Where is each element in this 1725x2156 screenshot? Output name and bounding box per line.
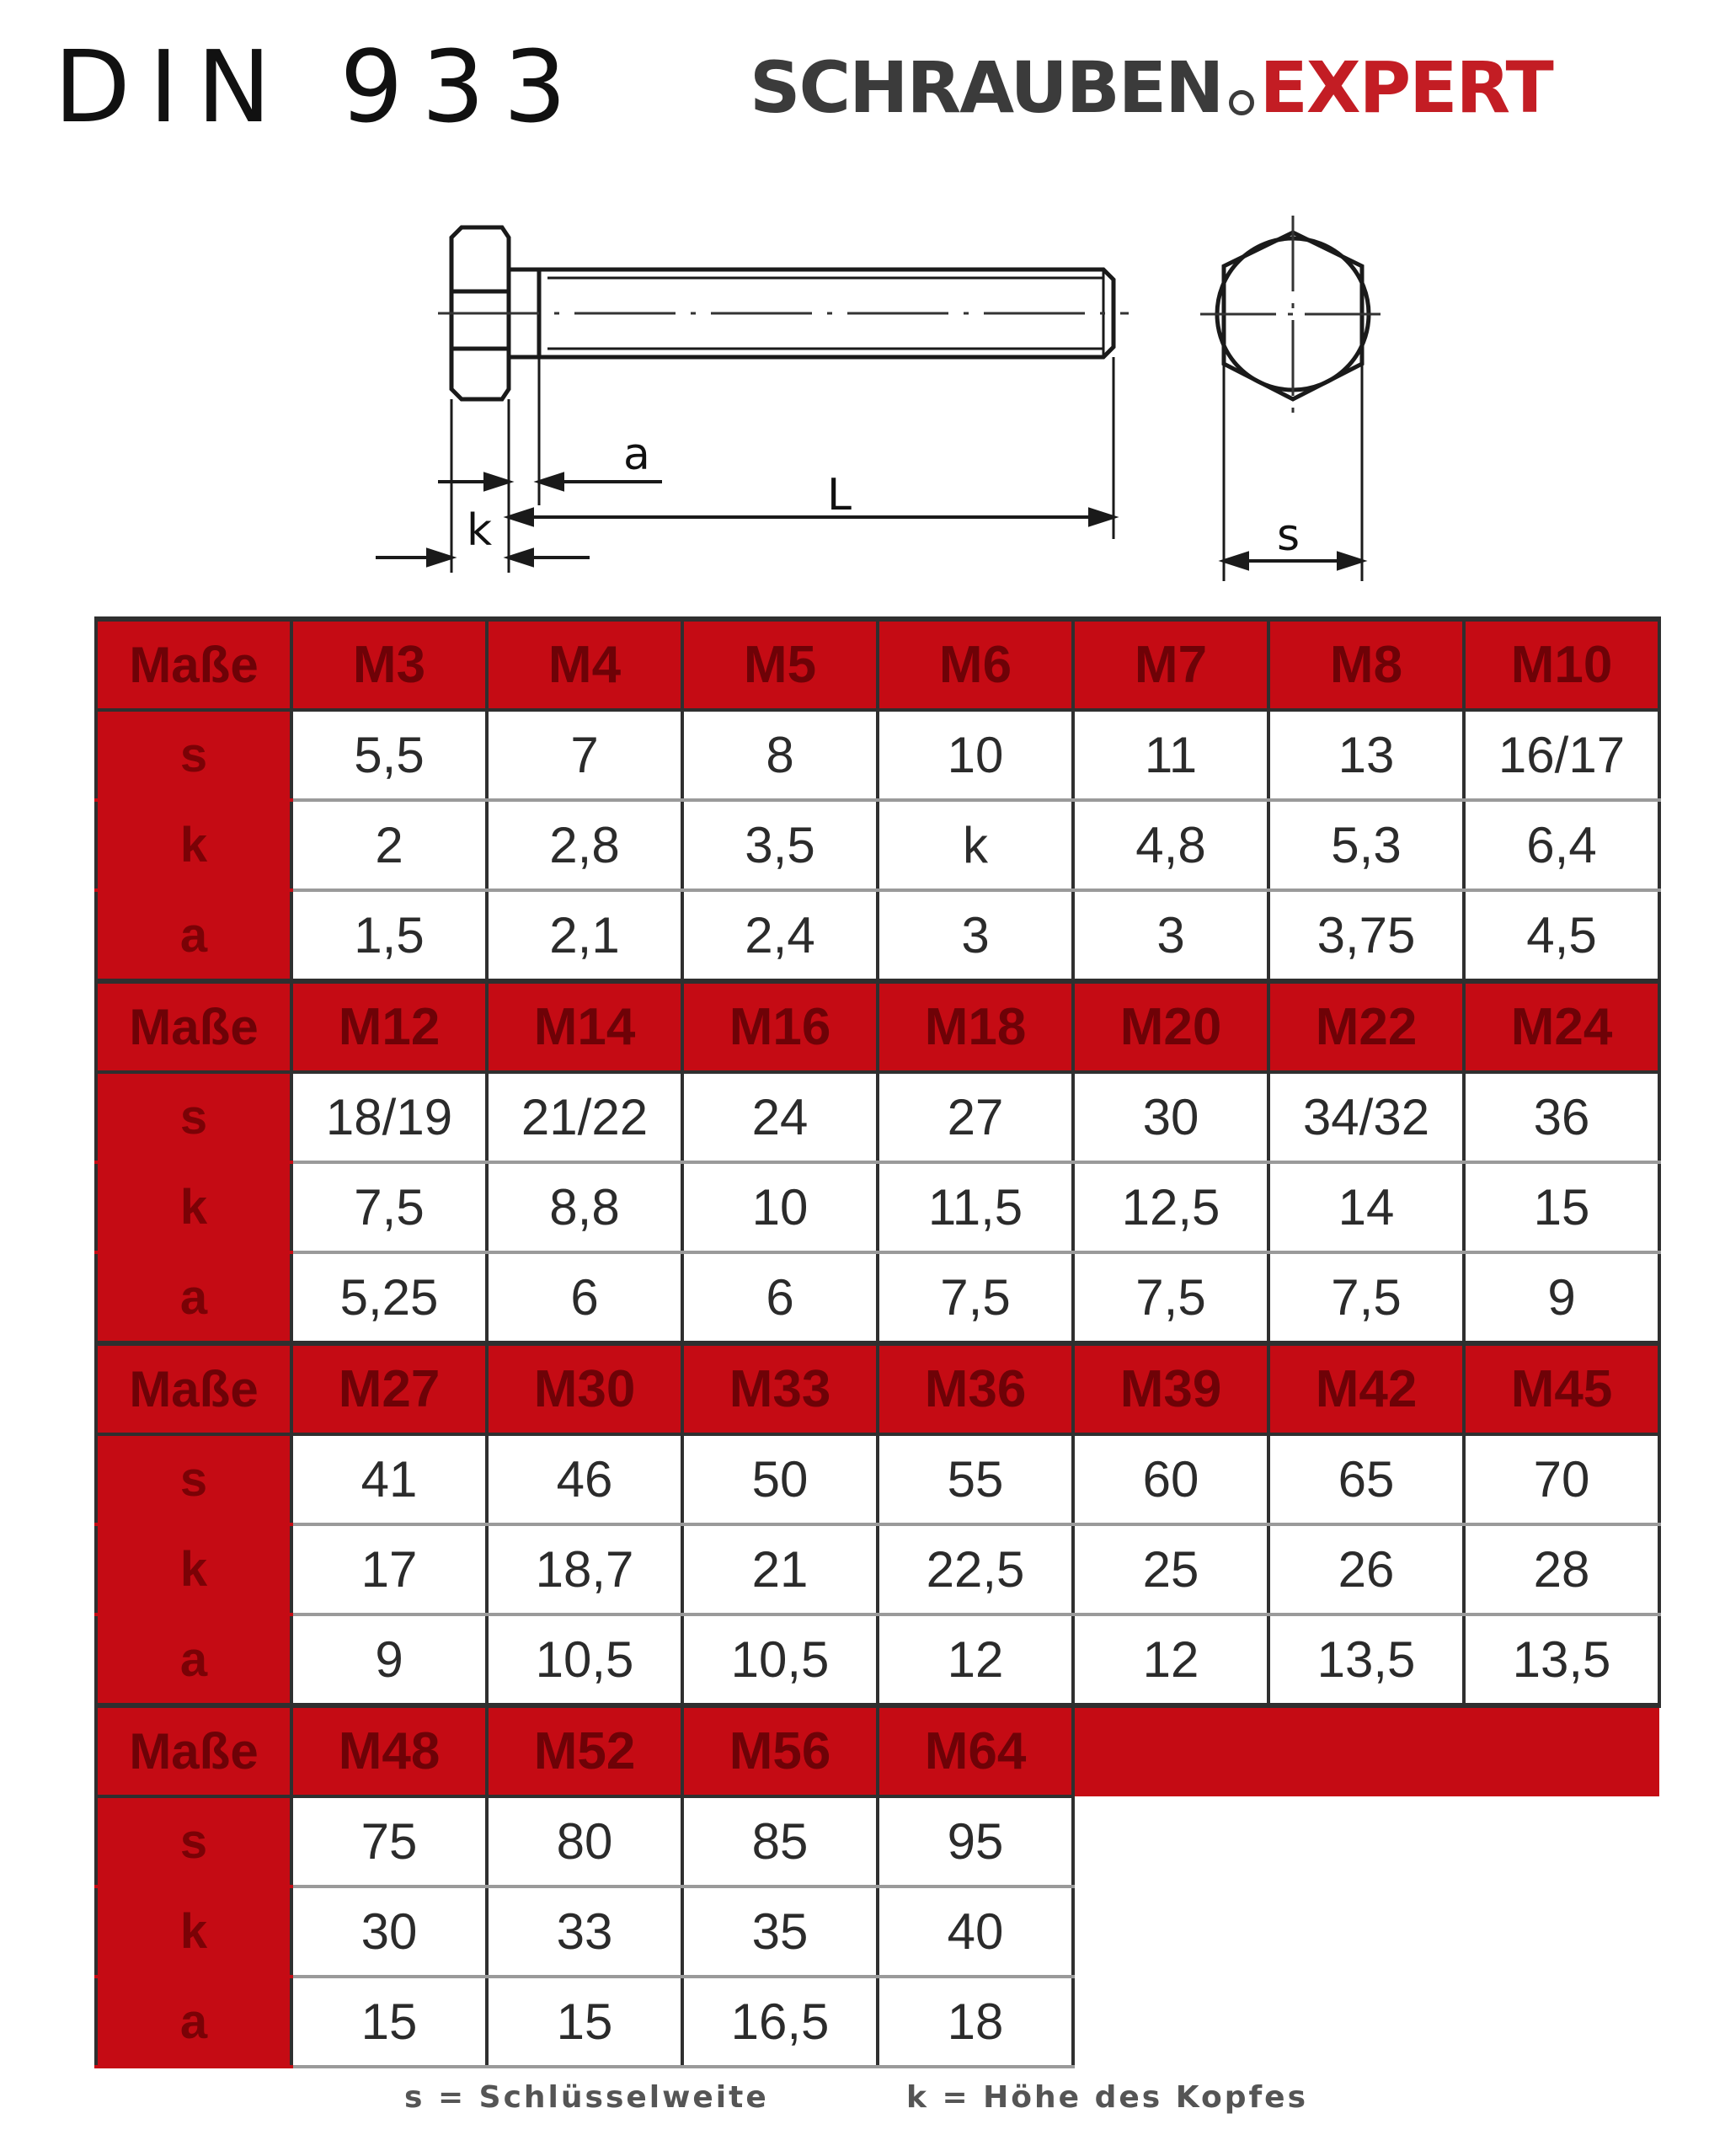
row-label-k: k <box>96 800 291 890</box>
value-cell: 15 <box>487 1977 682 2067</box>
size-cell: M10 <box>1464 619 1659 710</box>
value-cell: 50 <box>682 1434 878 1524</box>
value-cell: 2 <box>291 800 487 890</box>
value-cell: 30 <box>1073 1072 1268 1162</box>
dimension-label-k: k <box>467 505 493 556</box>
table-row <box>96 1162 1659 1252</box>
table-row <box>96 1072 1659 1162</box>
value-cell: 6,4 <box>1464 800 1659 890</box>
header-cell-masse: Maße <box>96 619 291 710</box>
value-cell: 11 <box>1073 710 1268 800</box>
size-cell: M52 <box>487 1705 682 1796</box>
value-cell: 11,5 <box>878 1162 1073 1252</box>
header-cell-masse: Maße <box>96 1705 291 1796</box>
value-cell: 40 <box>878 1886 1073 1977</box>
table-row <box>96 1434 1659 1524</box>
empty-cell <box>1268 1796 1464 1886</box>
header-cell-masse: Maße <box>96 1343 291 1434</box>
empty-cell <box>1464 1886 1659 1977</box>
size-cell: M16 <box>682 981 878 1072</box>
value-cell: 3,75 <box>1268 890 1464 981</box>
value-cell: 4,8 <box>1073 800 1268 890</box>
table-row <box>96 890 1659 981</box>
page-title: DIN 933 <box>54 29 585 145</box>
row-label-s: s <box>96 1796 291 1886</box>
value-cell: 35 <box>682 1886 878 1977</box>
empty-cell <box>1268 1886 1464 1977</box>
table-row <box>96 1977 1659 2067</box>
table-row <box>96 1886 1659 1977</box>
dimension-label-a: a <box>623 430 650 480</box>
value-cell: 17 <box>291 1524 487 1614</box>
size-cell: M12 <box>291 981 487 1072</box>
empty-cell <box>1268 1705 1464 1796</box>
value-cell: 60 <box>1073 1434 1268 1524</box>
value-cell: 10 <box>682 1162 878 1252</box>
value-cell: 2,8 <box>487 800 682 890</box>
value-cell: 36 <box>1464 1072 1659 1162</box>
size-cell: M14 <box>487 981 682 1072</box>
size-cell: M56 <box>682 1705 878 1796</box>
value-cell: 12 <box>878 1614 1073 1705</box>
size-cell: M36 <box>878 1343 1073 1434</box>
row-label-a: a <box>96 890 291 981</box>
value-cell: 15 <box>291 1977 487 2067</box>
size-cell: M8 <box>1268 619 1464 710</box>
table-header-row <box>96 981 1659 1072</box>
value-cell: 13,5 <box>1268 1614 1464 1705</box>
logo-text-schrauben: SCHRAUBEN <box>750 46 1223 129</box>
row-label-a: a <box>96 1614 291 1705</box>
size-cell: M30 <box>487 1343 682 1434</box>
size-cell: M64 <box>878 1705 1073 1796</box>
size-cell: M3 <box>291 619 487 710</box>
bolt-technical-drawing <box>0 0 1725 606</box>
value-cell: 10 <box>878 710 1073 800</box>
empty-cell <box>1268 1977 1464 2067</box>
row-label-s: s <box>96 710 291 800</box>
logo-text-expert: EXPERT <box>1259 46 1552 129</box>
value-cell: 4,5 <box>1464 890 1659 981</box>
empty-cell <box>1464 1705 1659 1796</box>
value-cell: 9 <box>1464 1252 1659 1343</box>
value-cell: 21/22 <box>487 1072 682 1162</box>
size-cell: M6 <box>878 619 1073 710</box>
value-cell: 7 <box>487 710 682 800</box>
empty-cell <box>1073 1796 1268 1886</box>
table-row <box>96 1252 1659 1343</box>
table-row <box>96 710 1659 800</box>
table-row <box>96 1614 1659 1705</box>
value-cell: 1,5 <box>291 890 487 981</box>
table-header-row <box>96 1705 1659 1796</box>
empty-cell <box>1464 1977 1659 2067</box>
value-cell: 28 <box>1464 1524 1659 1614</box>
row-label-s: s <box>96 1434 291 1524</box>
table-header-row <box>96 619 1659 710</box>
row-label-k: k <box>96 1524 291 1614</box>
footnote-kopfhoehe: k = Höhe des Kopfes <box>906 2080 1309 2115</box>
size-cell: M39 <box>1073 1343 1268 1434</box>
value-cell: 13 <box>1268 710 1464 800</box>
dimension-label-L: L <box>827 470 852 520</box>
value-cell: 7,5 <box>1268 1252 1464 1343</box>
table-row <box>96 1796 1659 1886</box>
size-cell: M22 <box>1268 981 1464 1072</box>
value-cell: 55 <box>878 1434 1073 1524</box>
value-cell: 6 <box>682 1252 878 1343</box>
value-cell: 85 <box>682 1796 878 1886</box>
value-cell: k <box>878 800 1073 890</box>
size-cell: M48 <box>291 1705 487 1796</box>
value-cell: 5,5 <box>291 710 487 800</box>
value-cell: 22,5 <box>878 1524 1073 1614</box>
value-cell: 21 <box>682 1524 878 1614</box>
value-cell: 46 <box>487 1434 682 1524</box>
value-cell: 3 <box>1073 890 1268 981</box>
table-header-row <box>96 1343 1659 1434</box>
footnote-schluesselweite: s = Schlüsselweite <box>404 2080 769 2115</box>
empty-cell <box>1073 1886 1268 1977</box>
value-cell: 9 <box>291 1614 487 1705</box>
size-cell: M20 <box>1073 981 1268 1072</box>
value-cell: 2,4 <box>682 890 878 981</box>
table-row <box>96 800 1659 890</box>
value-cell: 7,5 <box>291 1162 487 1252</box>
value-cell: 33 <box>487 1886 682 1977</box>
size-cell: M42 <box>1268 1343 1464 1434</box>
value-cell: 6 <box>487 1252 682 1343</box>
empty-cell <box>1464 1796 1659 1886</box>
header-cell-masse: Maße <box>96 981 291 1072</box>
row-label-k: k <box>96 1162 291 1252</box>
value-cell: 25 <box>1073 1524 1268 1614</box>
value-cell: 14 <box>1268 1162 1464 1252</box>
value-cell: 41 <box>291 1434 487 1524</box>
value-cell: 30 <box>291 1886 487 1977</box>
size-cell: M24 <box>1464 981 1659 1072</box>
value-cell: 10,5 <box>682 1614 878 1705</box>
value-cell: 70 <box>1464 1434 1659 1524</box>
value-cell: 2,1 <box>487 890 682 981</box>
size-cell: M7 <box>1073 619 1268 710</box>
value-cell: 12 <box>1073 1614 1268 1705</box>
value-cell: 34/32 <box>1268 1072 1464 1162</box>
dimension-label-s: s <box>1277 510 1300 561</box>
value-cell: 13,5 <box>1464 1614 1659 1705</box>
value-cell: 65 <box>1268 1434 1464 1524</box>
row-label-a: a <box>96 1977 291 2067</box>
size-cell: M5 <box>682 619 878 710</box>
table-row <box>96 1524 1659 1614</box>
value-cell: 8,8 <box>487 1162 682 1252</box>
size-cell: M4 <box>487 619 682 710</box>
value-cell: 18/19 <box>291 1072 487 1162</box>
value-cell: 24 <box>682 1072 878 1162</box>
size-cell: M45 <box>1464 1343 1659 1434</box>
value-cell: 7,5 <box>878 1252 1073 1343</box>
empty-cell <box>1073 1705 1268 1796</box>
row-label-a: a <box>96 1252 291 1343</box>
empty-cell <box>1073 1977 1268 2067</box>
size-cell: M18 <box>878 981 1073 1072</box>
value-cell: 75 <box>291 1796 487 1886</box>
value-cell: 3 <box>878 890 1073 981</box>
value-cell: 10,5 <box>487 1614 682 1705</box>
value-cell: 18,7 <box>487 1524 682 1614</box>
row-label-s: s <box>96 1072 291 1162</box>
value-cell: 95 <box>878 1796 1073 1886</box>
dimensions-table <box>94 616 1661 2068</box>
value-cell: 5,25 <box>291 1252 487 1343</box>
size-cell: M27 <box>291 1343 487 1434</box>
value-cell: 16,5 <box>682 1977 878 2067</box>
value-cell: 80 <box>487 1796 682 1886</box>
value-cell: 7,5 <box>1073 1252 1268 1343</box>
value-cell: 27 <box>878 1072 1073 1162</box>
value-cell: 16/17 <box>1464 710 1659 800</box>
value-cell: 5,3 <box>1268 800 1464 890</box>
value-cell: 12,5 <box>1073 1162 1268 1252</box>
value-cell: 26 <box>1268 1524 1464 1614</box>
value-cell: 3,5 <box>682 800 878 890</box>
value-cell: 8 <box>682 710 878 800</box>
value-cell: 18 <box>878 1977 1073 2067</box>
size-cell: M33 <box>682 1343 878 1434</box>
value-cell: 15 <box>1464 1162 1659 1252</box>
row-label-k: k <box>96 1886 291 1977</box>
